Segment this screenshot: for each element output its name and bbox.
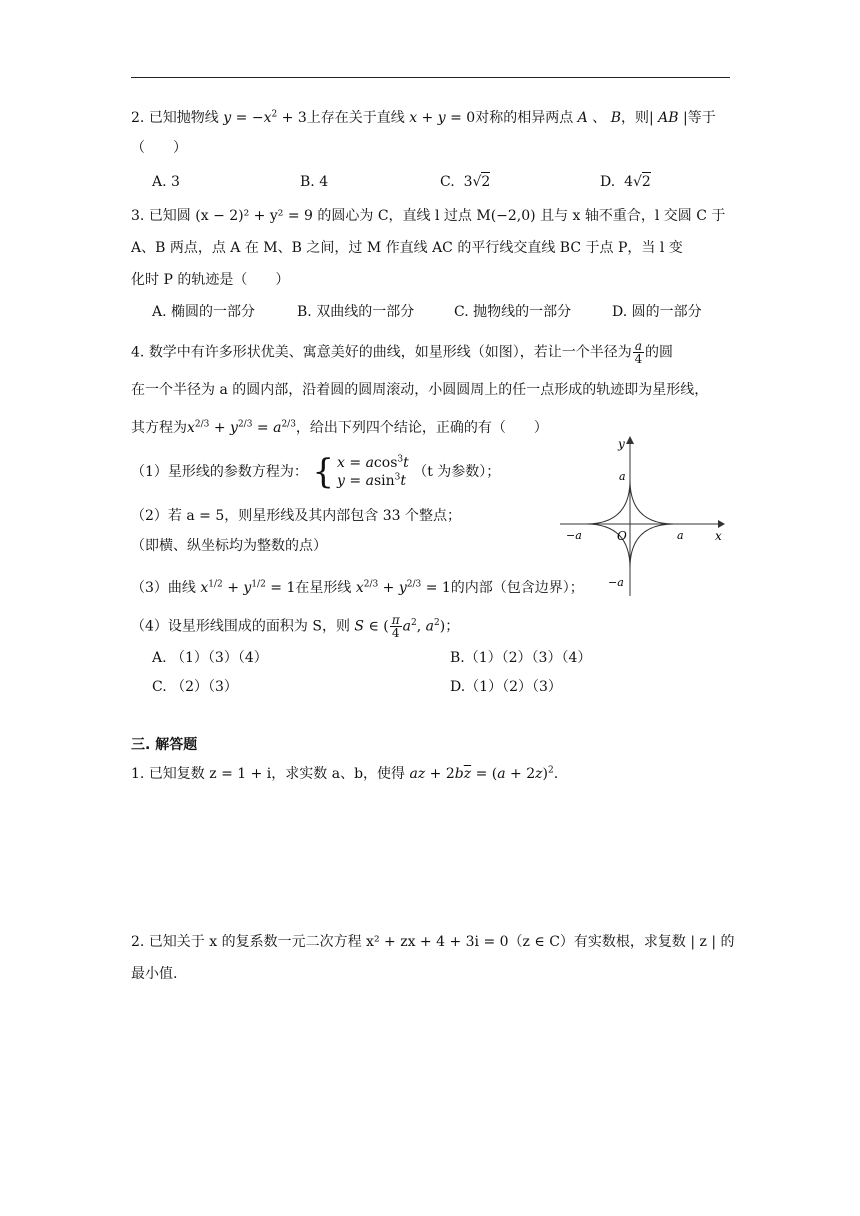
section3-problem-1: 1. 已知复数 z = 1 + i，求实数 a、b，使得 az + $2b\overline{z} = (a + 2z)^2$. (131, 765, 559, 782)
q2-option-a: A. 3 (152, 174, 180, 190)
q4-line-1: 4. 数学中有许多形状优美、寓意美好的曲线，如星形线（如图），若让一个半径为 $\frac{a}{4}$ 的圆 (131, 339, 673, 366)
q3-line-3: 化时 P 的轨迹是（ ） (131, 272, 290, 288)
q2-option-b: B. 4 (300, 174, 329, 190)
y-axis-arrow (626, 436, 634, 444)
q4-option-b: B.（1）（2）（3）（4） (450, 650, 592, 666)
q3-option-d: D. 圆的一部分 (612, 304, 702, 320)
q3-line-1: 3. 已知圆 (x − 2)² + y² = 9 的圆心为 C，直线 l 过点 M(−2,0) 且与 x 轴不重合，l 交圆 C 于 (131, 208, 726, 224)
q4-option-a: A. （1）（3）（4） (152, 650, 268, 666)
q2-stem: 2. 已知抛物线 $y = -x^2 + 3$上存在关于直线 x + y = 0对称的相异两点 A 、 B，则| AB |等于 (131, 109, 716, 126)
q4-option-d: D.（1）（2）（3） (450, 679, 562, 695)
label-a-top: a (619, 470, 626, 483)
section3-problem-2-line-1: 2. 已知关于 x 的复系数一元二次方程 x² + zx + 4 + 3i = 0（z ∈ C）有实数根，求复数 | z | 的 (131, 934, 735, 950)
section3-problem-2-line-2: 最小值. (131, 966, 178, 982)
label-a-right: a (677, 529, 684, 542)
x-axis-label: x (715, 529, 722, 543)
q4-statement-2-note: （即横、纵坐标均为整数的点） (131, 538, 327, 554)
q3-option-a: A. 椭圆的一部分 (152, 304, 256, 320)
astroid-figure (560, 436, 725, 598)
q3-option-b: B. 双曲线的一部分 (297, 304, 415, 320)
q2-paren: （ ） (131, 140, 187, 156)
x-axis-arrow (718, 520, 725, 528)
q4-statement-2: （2）若 a = 5，则星形线及其内部包含 33 个整点； (131, 508, 461, 524)
q4-statement-4: （4）设星形线围成的面积为 S，则 S ∈ ( $\frac{\pi}{4}$ $a^2$, $a^2$)； (131, 613, 460, 640)
label-a-bottom: −a (608, 576, 624, 589)
q4-line-2: 在一个半径为 a 的圆内部，沿着圆的圆周滚动，小圆圆周上的任一点形成的轨迹即为星形线， (131, 382, 709, 398)
q2-option-d: D. 4√2 (600, 174, 651, 190)
header-rule (131, 77, 730, 78)
q4-option-c: C. （2）（3） (152, 679, 238, 695)
q2-option-c: C. 3√2 (440, 174, 491, 190)
label-a-left: −a (566, 529, 582, 542)
section-title: 三. 解答题 (131, 737, 198, 753)
q3-option-c: C. 抛物线的一部分 (454, 304, 572, 320)
q4-line-3: 其方程为$x^{2/3} + y^{2/3} = a^{2/3}$，给出下列四个结论，正确的有（ ） (131, 419, 548, 436)
origin-label: O (617, 529, 627, 543)
y-axis-label: y (618, 437, 625, 451)
q3-line-2: A、B 两点，点 A 在 M、B 之间，过 M 作直线 AC 的平行线交直线 BC 于点 P，当 l 变 (131, 240, 683, 256)
q4-statement-3: （3）曲线 $x^{1/2} + y^{1/2} = 1$在星形线 $x^{2/3} + y^{2/3} = 1$的内部（包含边界）； (131, 579, 584, 596)
q4-statement-1: （1）星形线的参数方程为： { x = acos$^3$t y = asin$^3$t （t 为参数）； (131, 452, 501, 492)
